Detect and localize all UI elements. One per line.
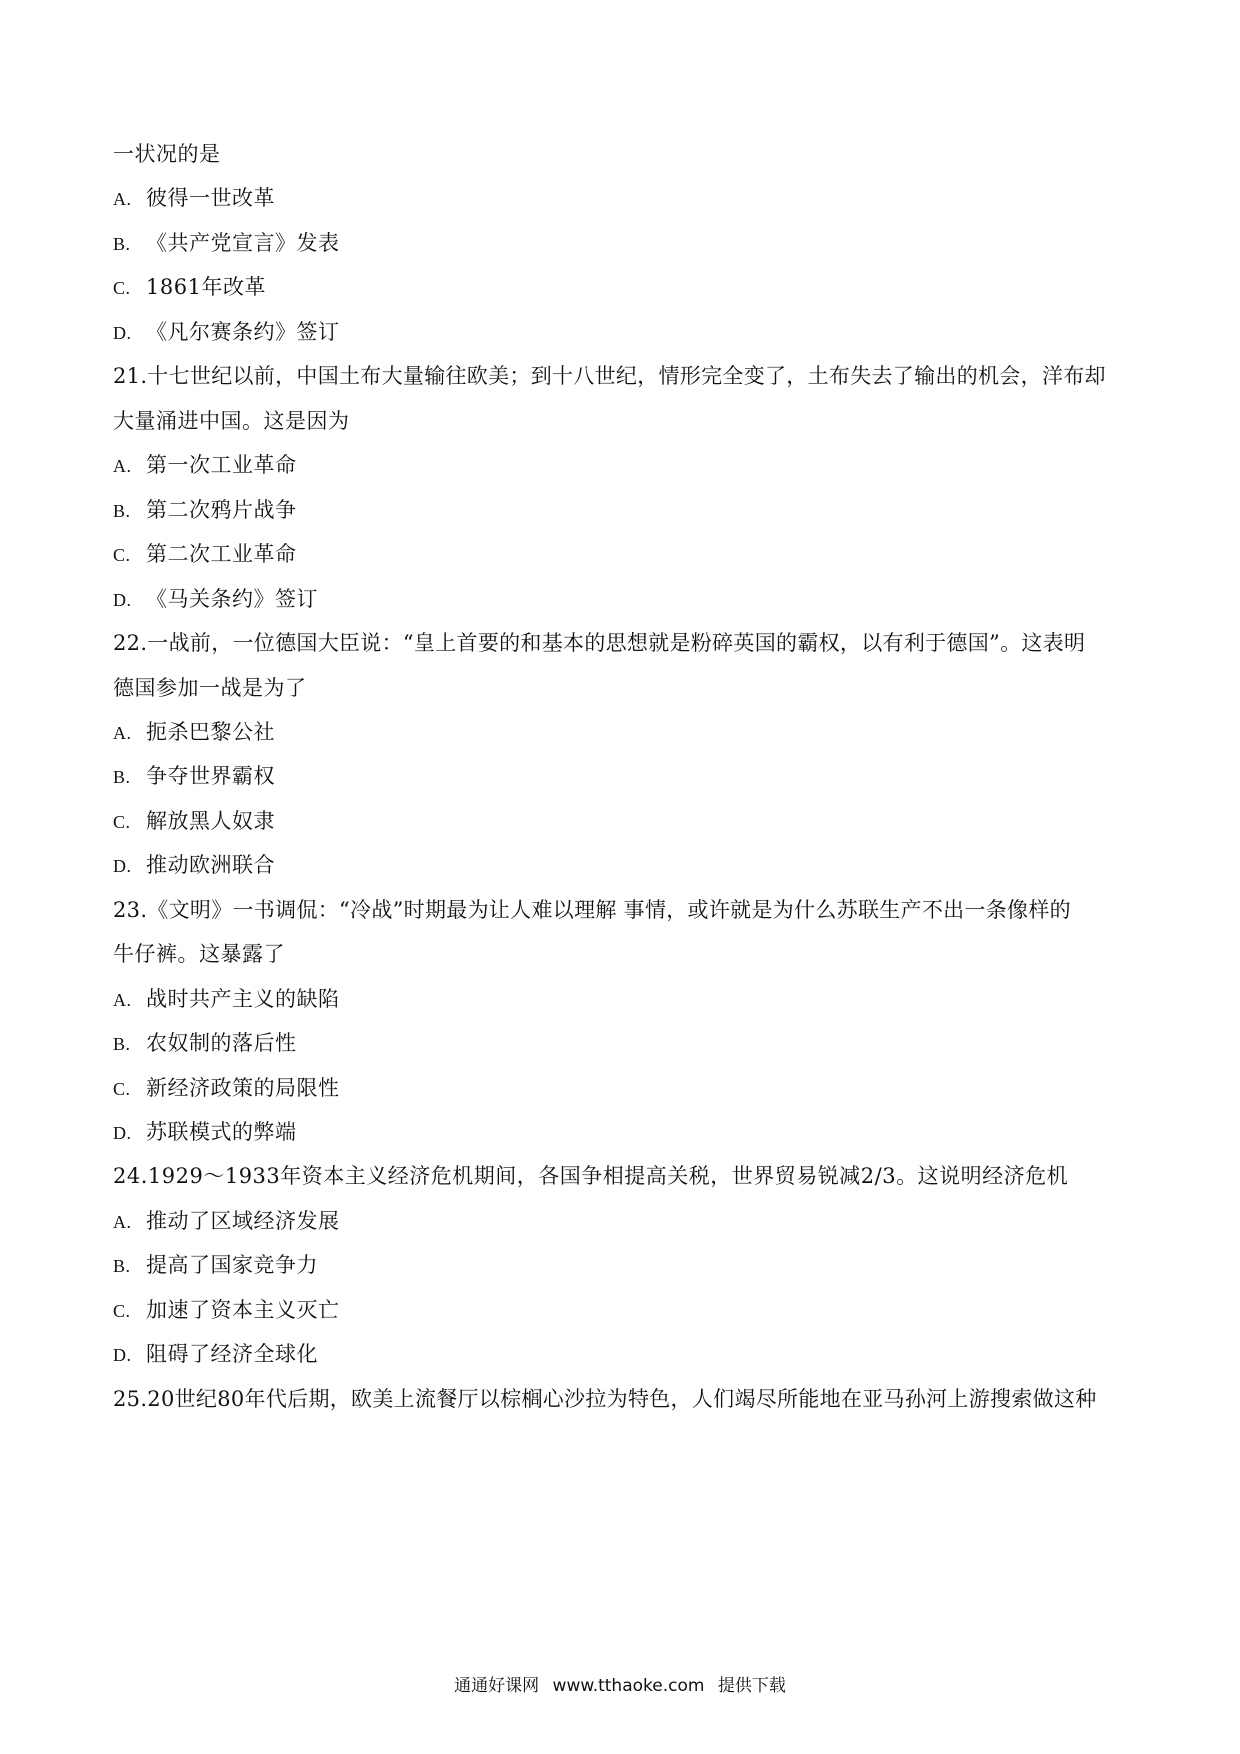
option-letter: D. (113, 1345, 132, 1365)
option-letter: D. (113, 1123, 132, 1143)
option-letter: A. (113, 723, 132, 743)
option-line (113, 540, 297, 569)
footer-site-name: 通通好课网 (454, 1676, 540, 1696)
question-stem-line: 大量涌进中国。这是因为 (113, 409, 350, 433)
option-line (113, 273, 266, 302)
option-line (113, 585, 318, 614)
option-letter: C. (113, 1301, 131, 1321)
option-text: 扼杀巴黎公社 (146, 720, 275, 744)
option-line (113, 184, 275, 213)
option-line (113, 1251, 318, 1280)
option-line (113, 762, 275, 791)
option-line (113, 718, 275, 747)
option-text: 争夺世界霸权 (146, 764, 275, 788)
option-letter: B. (113, 1256, 131, 1276)
option-line (113, 318, 340, 347)
option-text: 《马关条约》签订 (146, 587, 318, 611)
option-text: 《凡尔赛条约》签订 (146, 320, 340, 344)
option-line (113, 1074, 340, 1103)
option-line (113, 1296, 340, 1325)
question-stem-line: 24.1929～1933年资本主义经济危机期间，各国争相提高关税，世界贸易锐减2/3。这说明经济危机 (113, 1164, 1069, 1188)
option-text: 战时共产主义的缺陷 (146, 987, 340, 1011)
option-letter: B. (113, 767, 131, 787)
option-line (113, 851, 275, 880)
option-letter: A. (113, 990, 132, 1010)
option-letter: A. (113, 456, 132, 476)
option-text: 新经济政策的局限性 (146, 1076, 340, 1100)
option-line (113, 985, 340, 1014)
option-line (113, 451, 297, 480)
option-line (113, 229, 340, 258)
option-text: 农奴制的落后性 (146, 1031, 297, 1055)
option-line (113, 496, 297, 525)
option-letter: B. (113, 234, 131, 254)
option-line (113, 1340, 318, 1369)
option-text: 推动欧洲联合 (146, 853, 275, 877)
option-letter: C. (113, 545, 131, 565)
question-stem-line: 牛仔裤。这暴露了 (113, 942, 285, 966)
question-stem-line: 一状况的是 (113, 142, 221, 166)
option-text: 《共产党宣言》发表 (146, 231, 340, 255)
question-stem-line: 21.十七世纪以前，中国土布大量输往欧美；到十八世纪，情形完全变了，土布失去了输出的机会，洋布却 (113, 364, 1106, 388)
footer-suffix: 提供下载 (717, 1676, 786, 1696)
option-letter: C. (113, 278, 131, 298)
footer-url: www.tthaoke.com (552, 1676, 705, 1696)
option-text: 第一次工业革命 (146, 453, 297, 477)
question-stem-line: 23.《文明》一书调侃：“冷战”时期最为让人难以理解 事情，或许就是为什么苏联生产不出一条像样的 (113, 898, 1071, 922)
option-letter: B. (113, 501, 131, 521)
option-text: 彼得一世改革 (146, 186, 275, 210)
option-line (113, 1118, 297, 1147)
option-line (113, 1029, 297, 1058)
page-footer (0, 1674, 1240, 1698)
option-text: 第二次工业革命 (146, 542, 297, 566)
option-text: 加速了资本主义灭亡 (146, 1298, 340, 1322)
option-line (113, 807, 275, 836)
option-letter: A. (113, 189, 132, 209)
option-text: 解放黑人奴隶 (146, 809, 275, 833)
question-stem-line: 25.20世纪80年代后期，欧美上流餐厅以棕榈心沙拉为特色，人们竭尽所能地在亚马孙河上游搜索做这种 (113, 1387, 1097, 1411)
option-letter: C. (113, 812, 131, 832)
option-letter: B. (113, 1034, 131, 1054)
option-letter: C. (113, 1079, 131, 1099)
option-letter: D. (113, 590, 132, 610)
option-text: 推动了区域经济发展 (146, 1209, 340, 1233)
option-text: 苏联模式的弊端 (146, 1120, 297, 1144)
option-letter: A. (113, 1212, 132, 1232)
option-letter: D. (113, 856, 132, 876)
option-letter: D. (113, 323, 132, 343)
option-text: 1861年改革 (146, 275, 266, 299)
option-text: 阻碍了经济全球化 (146, 1342, 318, 1366)
option-text: 第二次鸦片战争 (146, 498, 297, 522)
question-stem-line: 德国参加一战是为了 (113, 676, 307, 700)
question-stem-line: 22.一战前，一位德国大臣说：“皇上首要的和基本的思想就是粉碎英国的霸权，以有利于德国”。这表明 (113, 631, 1086, 655)
option-line (113, 1207, 340, 1236)
option-text: 提高了国家竞争力 (146, 1253, 318, 1277)
